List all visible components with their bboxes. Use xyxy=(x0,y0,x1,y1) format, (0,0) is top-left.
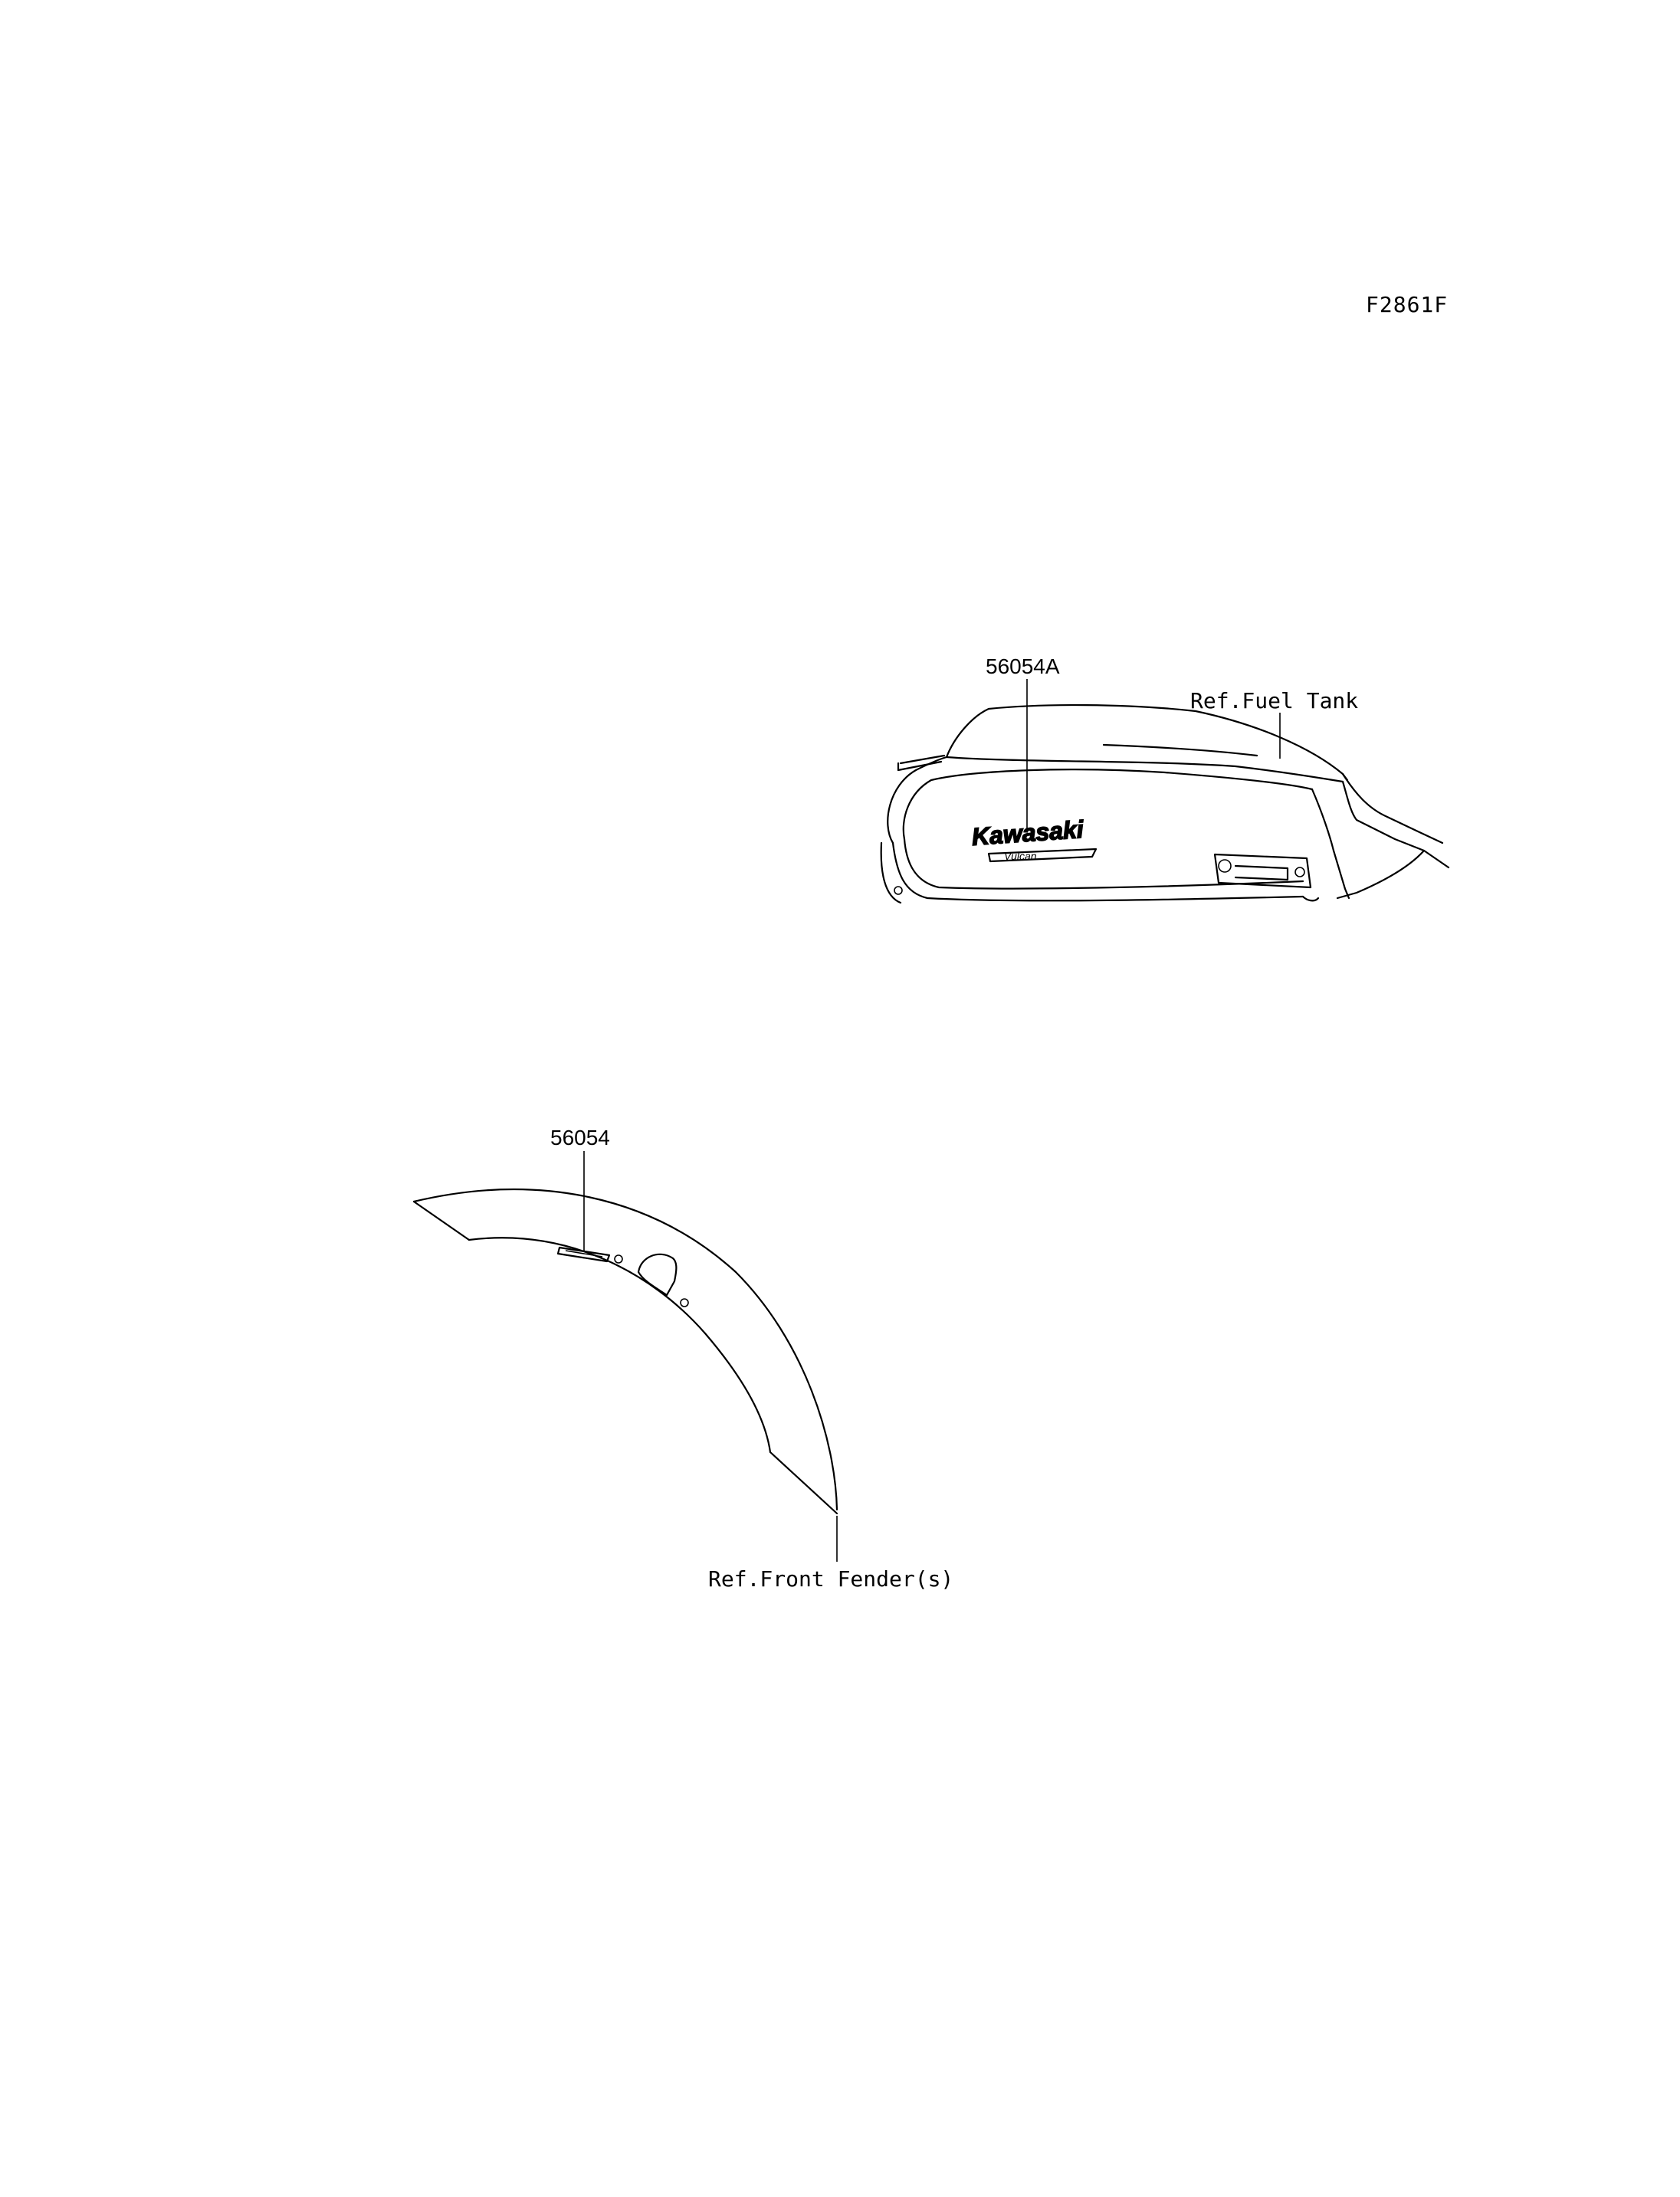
tank-ref-label: Ref.Fuel Tank xyxy=(1190,688,1359,713)
fender-ref-label: Ref.Front Fender(s) xyxy=(708,1566,954,1592)
fuel-tank-drawing xyxy=(881,705,1449,903)
svg-text:Vulcan: Vulcan xyxy=(1004,850,1037,862)
vulcan-emblem xyxy=(989,849,1096,862)
tank-part-number: 56054A xyxy=(986,654,1060,678)
front-fender-drawing xyxy=(414,1189,837,1513)
figure-code: F2861F xyxy=(1366,292,1449,317)
svg-text:Kawasaki: Kawasaki xyxy=(970,815,1084,851)
kawasaki-logo xyxy=(971,815,1085,851)
fender-part-number: 56054 xyxy=(550,1126,610,1149)
